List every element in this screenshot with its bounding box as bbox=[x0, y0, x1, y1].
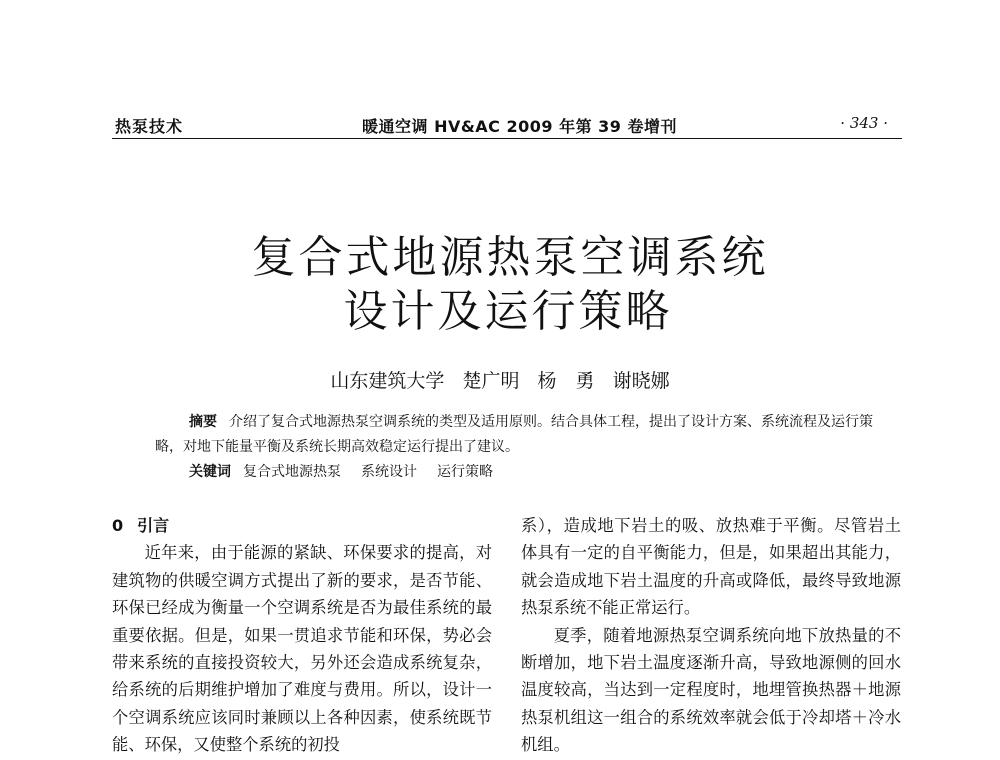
abstract-label: 摘要 bbox=[189, 414, 217, 430]
abstract-block bbox=[155, 410, 875, 485]
left-column bbox=[112, 512, 492, 759]
header-journal-info: 暖通空调 HV&AC 2009 年第 39 卷增刊 bbox=[362, 117, 678, 136]
author-name: 谢晓娜 bbox=[612, 370, 670, 392]
abstract bbox=[155, 410, 875, 460]
header-page-number: · 343 · bbox=[840, 114, 888, 132]
section-number: 0 bbox=[112, 516, 124, 535]
paper-title-line-1: 复合式地源热泵空调系统 bbox=[251, 232, 769, 283]
body-paragraph-continued: 系），造成地下岩土的吸、放热难于平衡。尽管岩土体具有一定的自平衡能力，但是，如果超出其能力，就会造成地下岩土温度的升高或降低，最终导致地源热泵系统不能正常运行。 bbox=[521, 516, 901, 618]
header-section-name: 热泵技术 bbox=[115, 117, 184, 136]
running-header bbox=[112, 114, 902, 139]
author-line bbox=[0, 366, 1000, 393]
keyword: 系统设计 bbox=[361, 464, 417, 480]
keywords-label: 关键词 bbox=[189, 464, 231, 480]
body-paragraph: 夏季，随着地源热泵空调系统向地下放热量的不断增加，地下岩土温度逐渐升高，导致地源侧的回水温度较高，当达到一定程度时，地埋管换热器＋地源热泵机组这一组合的系统效率就会低于冷却塔＋冷水机组。 bbox=[521, 625, 901, 755]
body-paragraph: 近年来，由于能源的紧缺、环保要求的提高，对建筑物的供暖空调方式提出了新的要求，是否节能、环保已经成为衡量一个空调系统是否为最佳系统的最重要依据。但是，如果一贯追求节能和环保，势必会带来系统的直接投资较大，另外还会造成系统复杂，给系统的后期维护增加了难度与费用。所以，设计一个空调系统应该同时兼顾以上各种因素，使系统既节能、环保，又使整个系统的初投 bbox=[112, 543, 492, 755]
paper-title-line-2: 设计及运行策略 bbox=[343, 286, 673, 337]
keywords bbox=[155, 460, 875, 485]
section-title: 引言 bbox=[137, 516, 170, 535]
keyword: 运行策略 bbox=[437, 464, 493, 480]
abstract-text: 介绍了复合式地源热泵空调系统的类型及适用原则。结合具体工程，提出了设计方案、系统流程及运行策略，对地下能量平衡及系统长期高效稳定运行提出了建议。 bbox=[155, 414, 873, 455]
keyword: 复合式地源热泵 bbox=[243, 464, 341, 480]
affiliation: 山东建筑大学 bbox=[330, 370, 445, 392]
author-name: 楚广明 bbox=[462, 370, 520, 392]
section-heading bbox=[112, 512, 492, 539]
author-name: 杨 勇 bbox=[537, 370, 595, 392]
right-column bbox=[521, 512, 901, 759]
